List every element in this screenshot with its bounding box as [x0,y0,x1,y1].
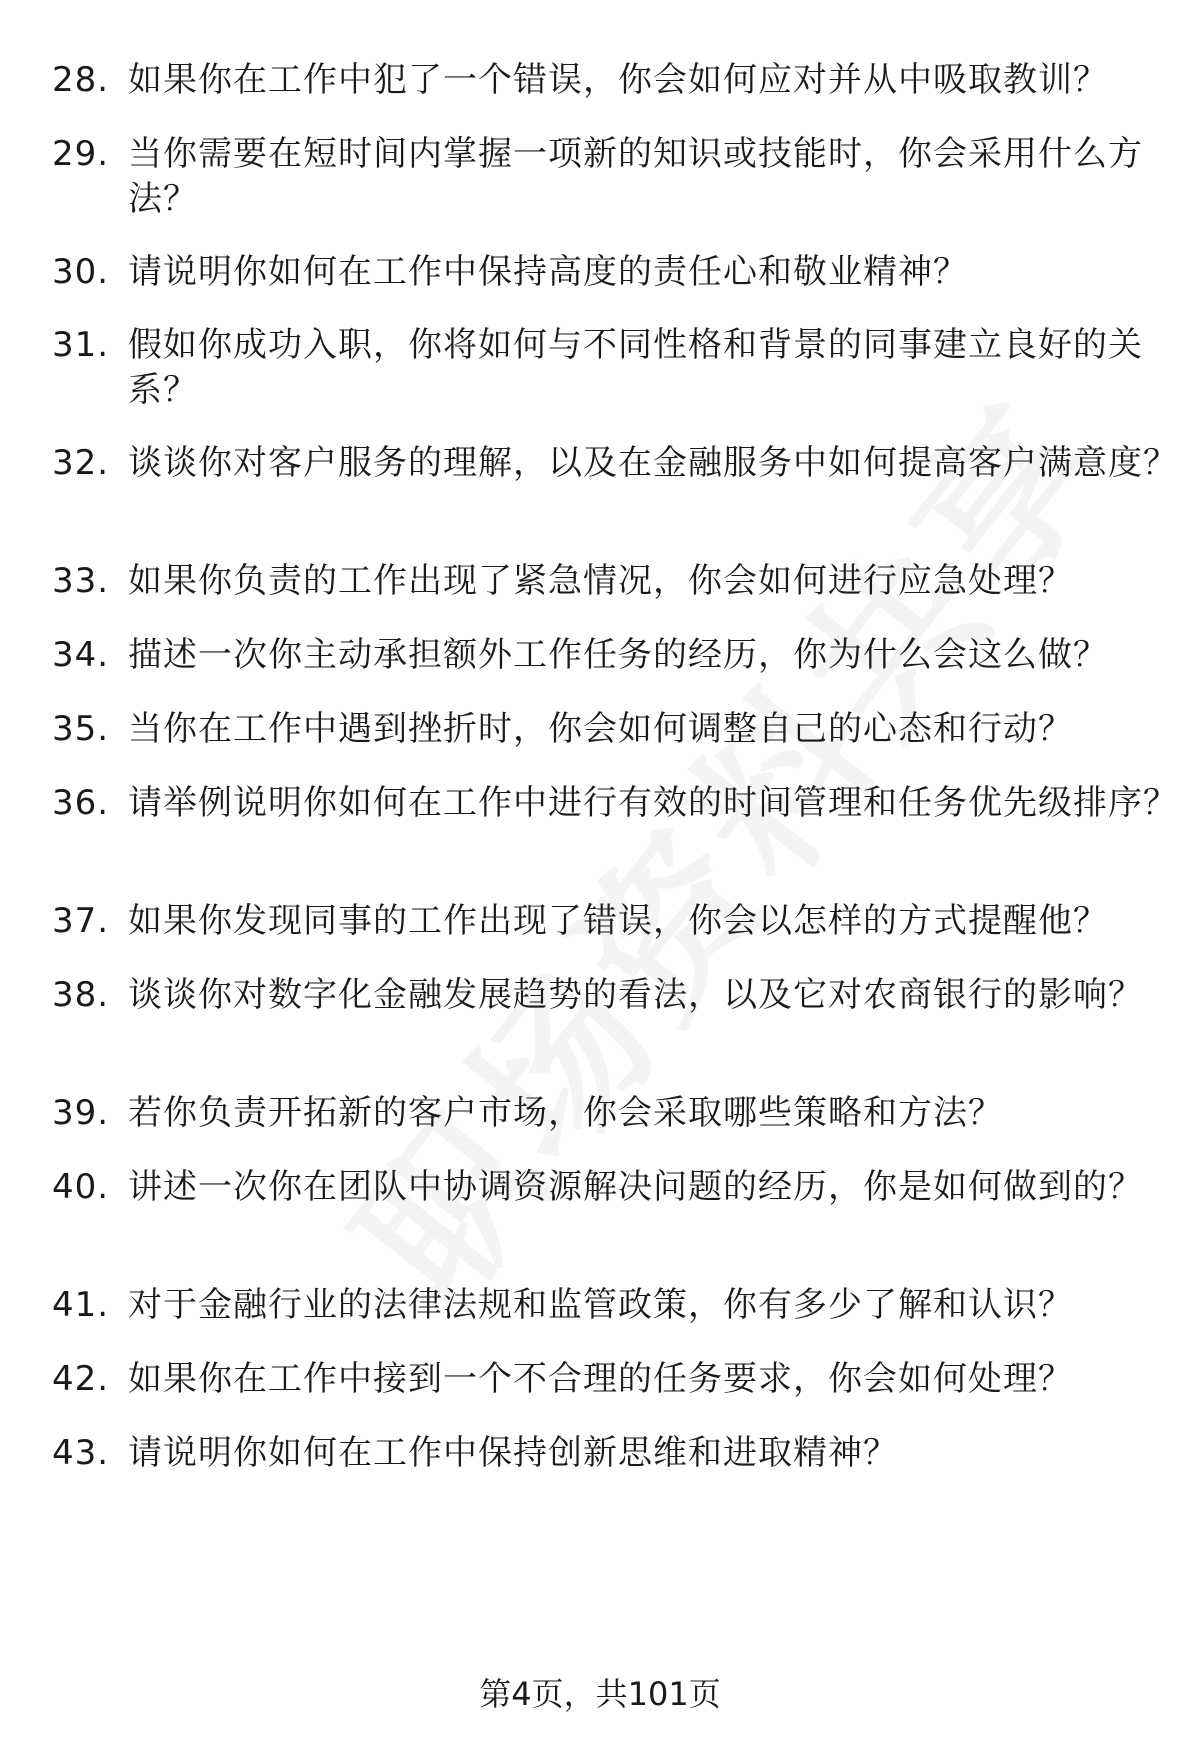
question-number: 38. [52,975,110,1015]
question-text: 对于金融行业的法律法规和监管政策，你有多少了解和认识？ [128,1285,1073,1325]
question-text: 如果你发现同事的工作出现了错误，你会以怎样的方式提醒他？ [128,901,1108,941]
question-number: 35. [52,709,110,749]
question-number: 42. [52,1359,110,1399]
question-number: 34. [52,635,110,675]
question-number: 28. [52,60,110,100]
question-text: 如果你负责的工作出现了紧急情况，你会如何进行应急处理？ [128,561,1073,601]
question-text: 如果你在工作中犯了一个错误，你会如何应对并从中吸取教训？ [128,60,1108,100]
question-number: 31. [52,325,110,365]
question-number: 43. [52,1433,110,1473]
question-number: 40. [52,1167,110,1207]
question-number: 39. [52,1093,110,1133]
question-text: 当你在工作中遇到挫折时，你会如何调整自己的心态和行动？ [128,709,1073,749]
question-number: 29. [52,134,110,174]
question-text: 谈谈你对客户服务的理解，以及在金融服务中如何提高客户满意度？ [128,443,1178,483]
question-text: 当你需要在短时间内掌握一项新的知识或技能时，你会采用什么方法？ [128,134,1143,219]
question-number: 30. [52,252,110,292]
question-text: 请说明你如何在工作中保持高度的责任心和敬业精神？ [128,252,968,292]
question-number: 32. [52,443,110,483]
question-text: 请举例说明你如何在工作中进行有效的时间管理和任务优先级排序？ [128,783,1178,823]
question-number: 41. [52,1285,110,1325]
question-text: 假如你成功入职，你将如何与不同性格和背景的同事建立良好的关系？ [128,325,1143,410]
question-text: 如果你在工作中接到一个不合理的任务要求，你会如何处理？ [128,1359,1073,1399]
question-number: 37. [52,901,110,941]
question-text: 讲述一次你在团队中协调资源解决问题的经历，你是如何做到的？ [128,1167,1143,1207]
question-text: 若你负责开拓新的客户市场，你会采取哪些策略和方法？ [128,1093,1003,1133]
question-number: 36. [52,783,110,823]
question-text: 谈谈你对数字化金融发展趋势的看法，以及它对农商银行的影响？ [128,975,1143,1015]
question-text: 描述一次你主动承担额外工作任务的经历，你为什么会这么做？ [128,635,1108,675]
page-footer: 第4页，共101页 [479,1675,721,1713]
question-text: 请说明你如何在工作中保持创新思维和进取精神？ [128,1433,898,1473]
question-number: 33. [52,561,110,601]
